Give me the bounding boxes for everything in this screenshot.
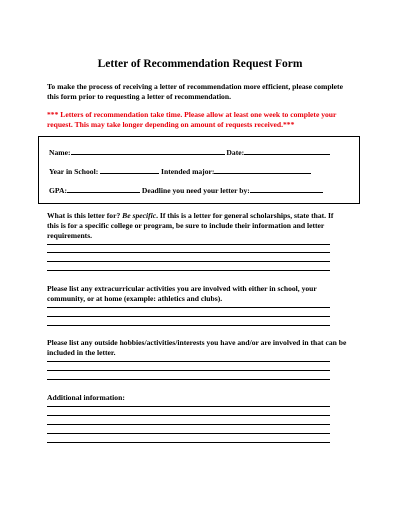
gpa-field[interactable] — [67, 184, 140, 193]
name-field[interactable] — [71, 146, 225, 155]
q1-emphasis: Be specific — [122, 211, 157, 220]
question-hobbies: Please list any outside hobbies/activities/interests you have and/or are involved in that can be included in the letter. — [47, 338, 347, 358]
form-title: Letter of Recommendation Request Form — [97, 58, 303, 70]
date-label: Date: — [226, 148, 245, 157]
answer-line[interactable] — [47, 270, 330, 271]
answer-line[interactable] — [47, 433, 330, 434]
deadline-field[interactable] — [250, 184, 323, 193]
deadline-label: Deadline you need your letter by: — [141, 186, 250, 195]
major-field[interactable] — [214, 165, 311, 174]
answer-line[interactable] — [47, 415, 330, 416]
student-info-box — [38, 136, 360, 204]
notice-text: *** Letters of recommendation take time. Please allow at least one week to complete your request. This may take longer depending on amount of requests received.*** — [47, 110, 337, 130]
answer-line[interactable] — [47, 244, 330, 245]
date-field[interactable] — [244, 146, 330, 155]
year-major-row — [49, 165, 311, 177]
answer-line[interactable] — [47, 316, 330, 317]
answer-line[interactable] — [47, 252, 330, 253]
answer-line[interactable] — [47, 406, 330, 407]
q1-text: What is this letter for? — [47, 211, 121, 220]
name-label: Name: — [49, 148, 71, 157]
name-date-row — [49, 146, 330, 158]
answer-line[interactable] — [47, 442, 330, 443]
intro-text: To make the process of receiving a letter of recommendation more efficient, please complete this form prior to requesting a letter of recommendation. — [47, 82, 343, 102]
year-label: Year in School: — [49, 167, 99, 176]
question-extracurricular: Please list any extracurricular activities you are involved with either in school, your community, or at home (example: athletics and clubs). — [47, 284, 317, 304]
gpa-label: GPA: — [49, 186, 67, 195]
gpa-deadline-row — [49, 184, 323, 196]
answer-line[interactable] — [47, 379, 330, 380]
answer-line[interactable] — [47, 261, 330, 262]
answer-line[interactable] — [47, 424, 330, 425]
major-label: Intended major: — [161, 167, 215, 176]
question-letter-purpose — [47, 211, 347, 242]
answer-line[interactable] — [47, 325, 330, 326]
answer-line[interactable] — [47, 370, 330, 371]
answer-line[interactable] — [47, 307, 330, 308]
answer-line[interactable] — [47, 361, 330, 362]
additional-info-label: Additional information: — [47, 393, 125, 402]
q1-text-rest: . If this is a letter for general scholarships, state that. If this is for a specific college or program, be sure to include their information and letter requirements. — [47, 211, 334, 241]
year-field[interactable] — [100, 165, 159, 174]
